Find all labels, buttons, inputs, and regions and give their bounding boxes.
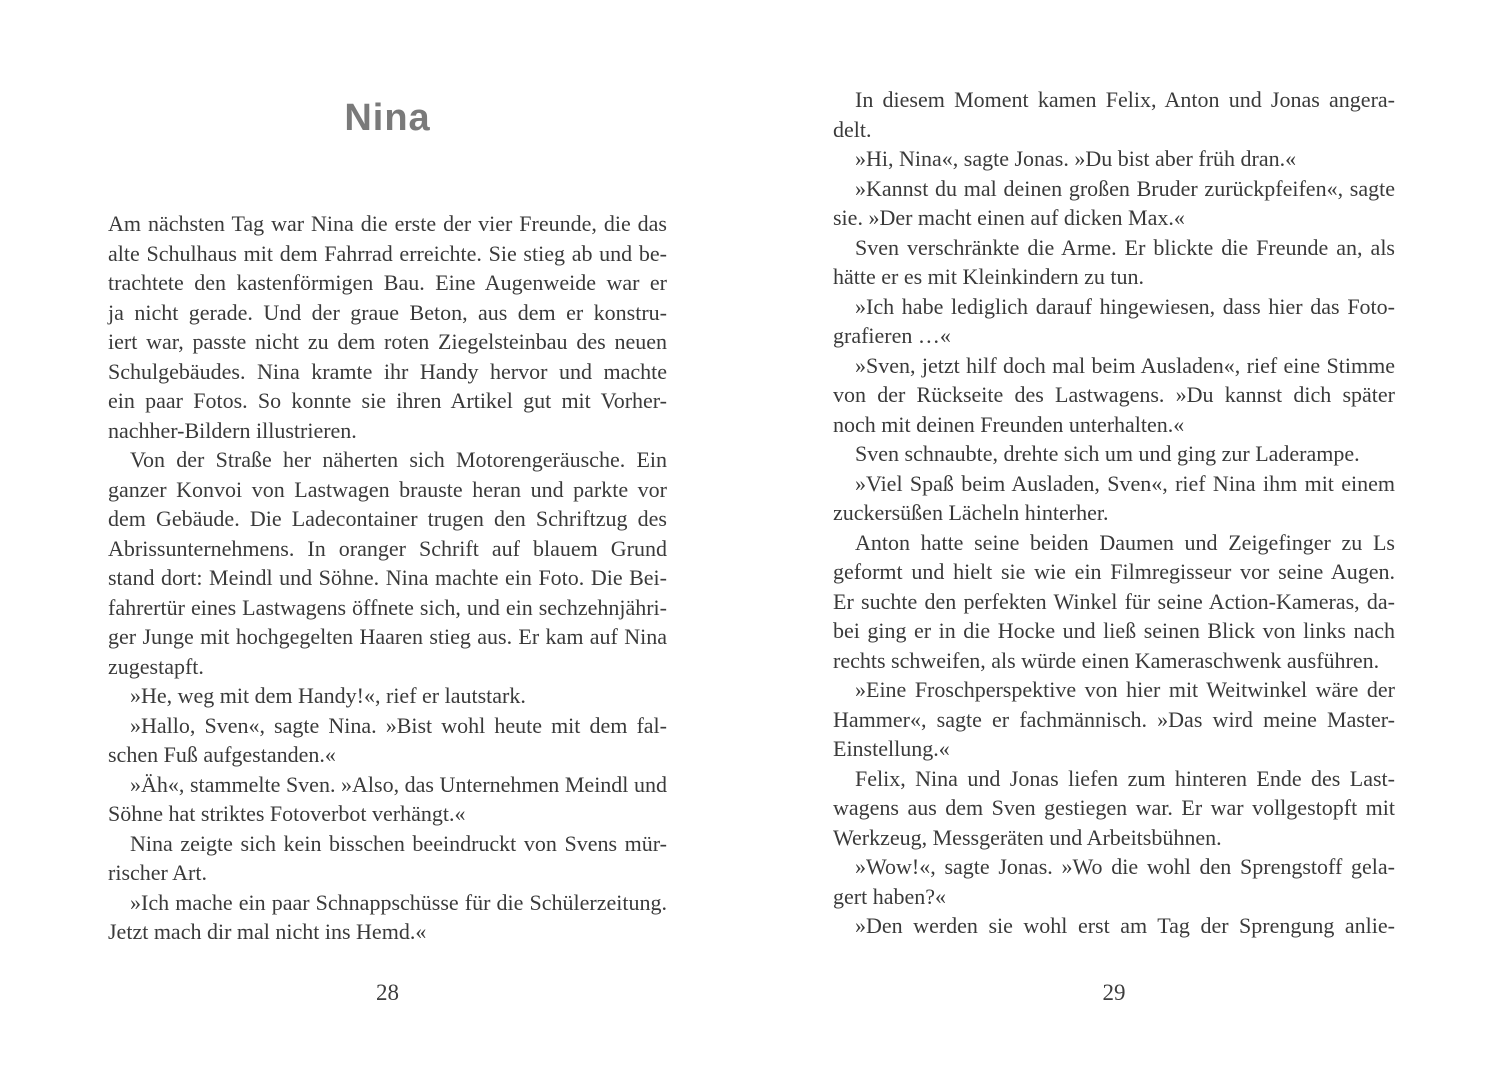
text-line-content: Nina zeigte sich kein bisschen beeindruckt von Svens mür- <box>130 830 667 856</box>
text-line <box>108 829 667 859</box>
text-line-content: ein paar Fotos. So konnte sie ihren Artikel gut mit Vorher- <box>108 388 667 413</box>
right-text-block <box>833 85 1395 941</box>
text-line-content: geformt und hielt sie wie ein Filmregisseur vor seine Augen. <box>833 559 1395 584</box>
text-line <box>833 174 1395 204</box>
text-line-content: In diesem Moment kamen Felix, Anton und Jonas angera- <box>855 87 1395 112</box>
text-line <box>833 734 1395 764</box>
left-text-block <box>108 209 667 947</box>
text-line <box>833 882 1395 912</box>
text-line-content: Abrissunternehmens. In oranger Schrift auf blauem Grund <box>108 535 667 561</box>
text-line-content: »Wow!«, sagte Jonas. »Wo die wohl den Sprengstoff gela- <box>855 854 1395 879</box>
text-line <box>833 115 1395 145</box>
text-line <box>833 764 1395 794</box>
text-line <box>108 209 667 239</box>
text-line-content: Felix, Nina und Jonas liefen zum hinteren Ende des Last- <box>855 765 1395 791</box>
text-line <box>833 439 1395 469</box>
text-line-content: delt. <box>833 116 872 142</box>
text-line <box>833 675 1395 705</box>
text-line-content: fahrertür eines Lastwagens öffnete sich, und ein sechzehnjähri- <box>108 594 667 620</box>
text-line <box>108 711 667 741</box>
text-line-content: hätte er es mit Kleinkindern zu tun. <box>833 264 1144 289</box>
text-line <box>833 233 1395 263</box>
text-line <box>833 203 1395 233</box>
text-line-content: Sven schnaubte, drehte sich um und ging zur Laderampe. <box>855 441 1360 466</box>
text-line-content: »Ich habe lediglich darauf hingewiesen, dass hier das Foto- <box>855 293 1395 319</box>
text-line-content: dem Gebäude. Die Ladecontainer trugen den Schriftzug des <box>108 506 667 531</box>
text-line-content: gert haben?« <box>833 883 946 909</box>
text-line <box>108 386 667 416</box>
text-line-content: Schulgebäudes. Nina kramte ihr Handy hervor und machte <box>108 358 667 384</box>
text-line <box>833 144 1395 174</box>
text-line <box>833 528 1395 558</box>
text-line <box>108 740 667 770</box>
text-line <box>108 593 667 623</box>
text-line <box>833 587 1395 617</box>
text-line-content: grafieren …« <box>833 323 951 348</box>
text-line-content: »Eine Froschperspektive von hier mit Weitwinkel wäre der <box>855 677 1395 702</box>
text-line-content: Er suchte den perfekten Winkel für seine Action-Kameras, da- <box>833 588 1395 614</box>
text-line <box>108 268 667 298</box>
text-line <box>833 646 1395 676</box>
text-line-content: »He, weg mit dem Handy!«, rief er lautstark. <box>130 683 526 708</box>
text-line <box>833 852 1395 882</box>
text-line-content: sie. »Der macht einen auf dicken Max.« <box>833 205 1185 230</box>
page-number-right: 29 <box>1102 980 1126 1005</box>
text-line-content: zuckersüßen Lächeln hinterher. <box>833 500 1109 525</box>
text-line-content: bei ging er in die Hocke und ließ seinen Blick von links nach <box>833 618 1395 643</box>
text-line <box>833 469 1395 499</box>
text-line <box>108 534 667 564</box>
text-line-content: ger Junge mit hochgegelten Haaren stieg aus. Er kam auf Nina <box>108 624 667 649</box>
text-line <box>108 888 667 918</box>
text-line <box>108 917 667 947</box>
text-line <box>833 616 1395 646</box>
text-line <box>833 351 1395 381</box>
text-line <box>108 563 667 593</box>
text-line-content: »Viel Spaß beim Ausladen, Sven«, rief Nina ihm mit einem <box>855 470 1395 496</box>
text-line-content: ganzer Konvoi von Lastwagen brauste heran und parkte vor <box>108 476 667 502</box>
text-line-content: zugestapft. <box>108 653 204 679</box>
text-line <box>108 799 667 829</box>
text-line-content: Sven verschränkte die Arme. Er blickte die Freunde an, als <box>855 234 1395 260</box>
text-line <box>833 410 1395 440</box>
text-line <box>833 498 1395 528</box>
text-line-content: Am nächsten Tag war Nina die erste der vier Freunde, die das <box>108 211 667 236</box>
text-line-content: Hammer«, sagte er fachmännisch. »Das wird meine Master- <box>833 706 1395 732</box>
text-line <box>833 85 1395 115</box>
text-line-content: schen Fuß aufgestanden.« <box>108 742 336 767</box>
text-line-content: Werkzeug, Messgeräten und Arbeitsbühnen. <box>833 824 1222 850</box>
text-line <box>108 858 667 888</box>
text-line-content: trachtete den kastenförmigen Bau. Eine Augenweide war er <box>108 270 667 295</box>
text-line-content: »Äh«, stammelte Sven. »Also, das Unternehmen Meindl und <box>130 771 667 797</box>
text-line-content: alte Schulhaus mit dem Fahrrad erreichte. Sie stieg ab und be- <box>108 240 667 266</box>
text-line-content: stand dort: Meindl und Söhne. Nina machte ein Foto. Die Bei- <box>108 565 667 590</box>
text-line-content: ja nicht gerade. Und der graue Beton, aus dem er konstru- <box>108 299 667 325</box>
text-line <box>833 705 1395 735</box>
text-line <box>108 416 667 446</box>
page-left <box>108 0 667 1086</box>
text-line-content: »Kannst du mal deinen großen Bruder zurückpfeifen«, sagte <box>855 175 1395 201</box>
text-line-content: wagens aus dem Sven gestiegen war. Er war vollgestopft mit <box>833 795 1395 820</box>
text-line <box>108 681 667 711</box>
text-line-content: rechts schweifen, als würde einen Kameraschwenk ausführen. <box>833 647 1380 673</box>
text-line <box>833 823 1395 853</box>
text-line <box>108 357 667 387</box>
text-line-content: Von der Straße her näherten sich Motorengeräusche. Ein <box>130 447 667 472</box>
text-line <box>108 504 667 534</box>
text-line <box>833 292 1395 322</box>
chapter-title: Nina <box>344 97 431 139</box>
text-line <box>833 380 1395 410</box>
text-line-content: »Den werden sie wohl erst am Tag der Sprengung anlie- <box>855 913 1395 938</box>
text-line <box>108 622 667 652</box>
text-line-content: »Ich mache ein paar Schnappschüsse für die Schülerzeitung. <box>130 889 667 915</box>
text-line <box>108 298 667 328</box>
text-line-content: Jetzt mach dir mal nicht ins Hemd.« <box>108 919 427 944</box>
text-line-content: »Hi, Nina«, sagte Jonas. »Du bist aber früh dran.« <box>855 146 1297 171</box>
text-line-content: iert war, passte nicht zu dem roten Ziegelsteinbau des neuen <box>108 329 667 354</box>
text-line <box>108 327 667 357</box>
text-line <box>108 239 667 269</box>
text-line <box>833 262 1395 292</box>
text-line <box>833 793 1395 823</box>
text-line-content: Einstellung.« <box>833 736 950 761</box>
text-line <box>108 652 667 682</box>
text-line <box>833 911 1395 941</box>
page-number-left: 28 <box>376 980 399 1005</box>
text-line <box>833 557 1395 587</box>
text-line-content: Söhne hat striktes Fotoverbot verhängt.« <box>108 801 466 826</box>
page-right <box>833 0 1395 1086</box>
text-line <box>833 321 1395 351</box>
text-line-content: rischer Art. <box>108 860 207 885</box>
text-line-content: »Sven, jetzt hilf doch mal beim Ausladen«, rief eine Stimme <box>855 352 1395 378</box>
text-line-content: Anton hatte seine beiden Daumen und Zeigefinger zu Ls <box>855 529 1395 555</box>
text-line-content: nachher-Bildern illustrieren. <box>108 417 357 443</box>
text-line-content: »Hallo, Sven«, sagte Nina. »Bist wohl heute mit dem fal- <box>130 712 667 738</box>
text-line <box>108 445 667 475</box>
text-line <box>108 475 667 505</box>
text-line-content: von der Rückseite des Lastwagens. »Du kannst dich später <box>833 382 1395 407</box>
text-line-content: noch mit deinen Freunden unterhalten.« <box>833 411 1185 437</box>
text-line <box>108 770 667 800</box>
